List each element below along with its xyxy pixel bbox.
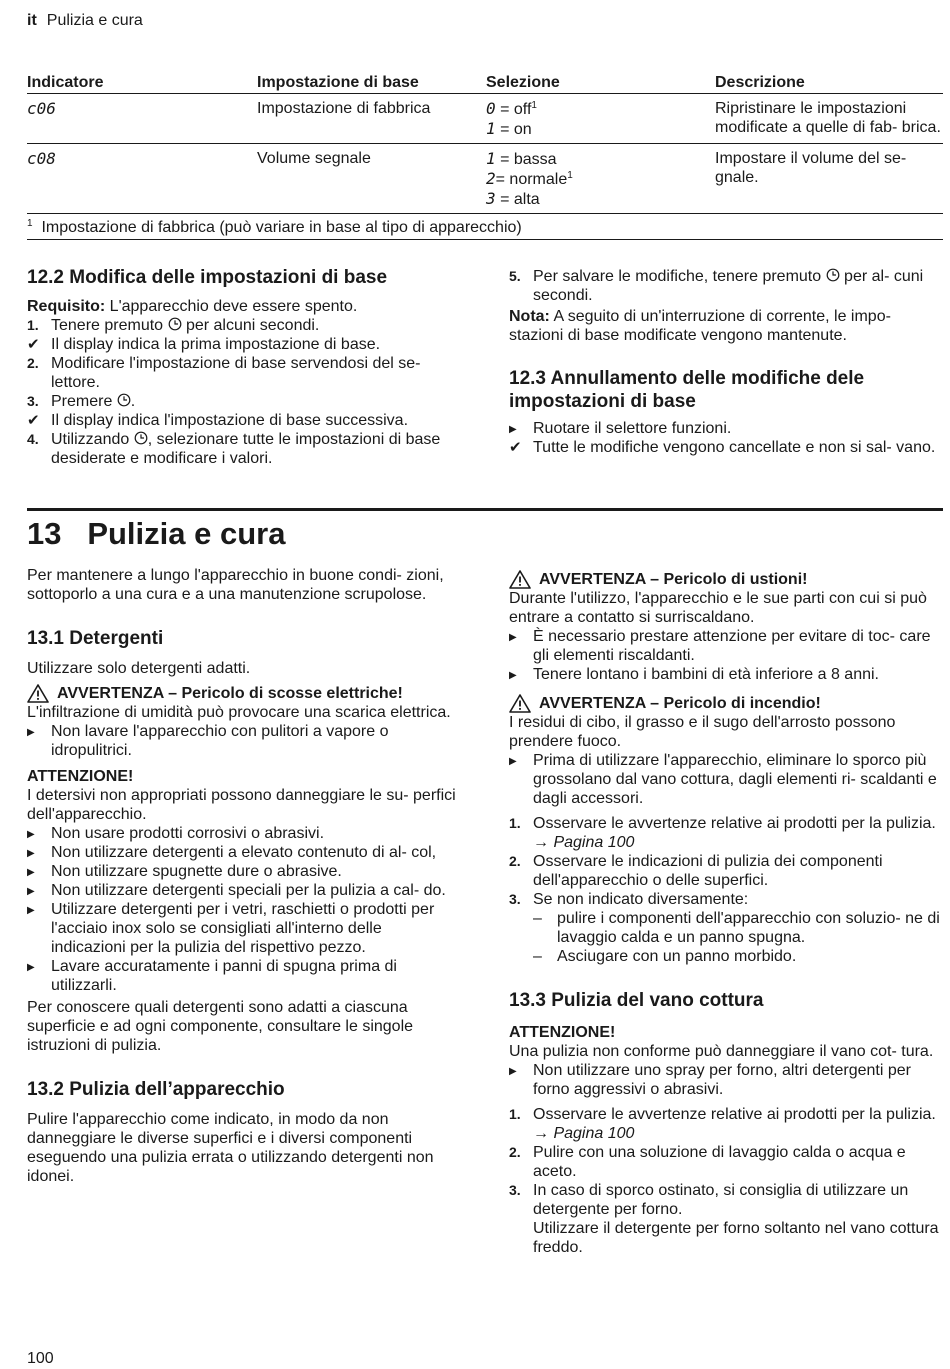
description-cell: Ripristinare le impostazioni modificate a quelle di fab- brica. — [715, 100, 941, 136]
section-12-2 — [27, 266, 457, 468]
list-item: ▶ Non utilizzare detergenti speciali per la pulizia a cal- do. — [27, 882, 446, 899]
selection-code: 2 — [486, 169, 496, 188]
list-item: 2. Osservare le indicazioni di pulizia dei componenti dell'apparecchio o delle superfici. — [509, 853, 883, 889]
list-item: ▶ Non utilizzare detergenti a elevato contenuto di al- col, — [27, 844, 437, 861]
caution-heading: ATTENZIONE! — [509, 1024, 616, 1041]
section-title: 13.2 Pulizia dell’apparecchio — [27, 1079, 285, 1100]
col-header-indicator: Indicatore — [27, 74, 104, 91]
sub-list-item: – pulire i componenti dell'apparecchio con soluzio- ne di lavaggio calda e un panno spugna. — [533, 910, 940, 946]
list-item: ▶ Non utilizzare spugnette dure o abrasive. — [27, 863, 342, 880]
triangle-bullet-icon: ▶ — [27, 867, 35, 878]
chapter-intro: Per mantenere a lungo l'apparecchio in buone condi- zioni, sottoporlo a una cura e a una manutenzione scrupolose. — [27, 567, 444, 603]
section-title: 13.3 Pulizia del vano cottura — [509, 990, 764, 1011]
clock-icon — [117, 393, 131, 410]
warning-triangle-icon — [27, 684, 49, 703]
selection-label: = on — [500, 121, 532, 138]
warning-triangle-icon — [509, 694, 531, 713]
list-item: ▶ Lavare accuratamente i panni di spugna prima di utilizzarli. — [27, 958, 397, 994]
section-title: 13.1 Detergenti — [27, 628, 164, 649]
settings-table — [27, 70, 943, 240]
check-icon: ✔ — [509, 439, 522, 456]
col-header-selection: Selezione — [486, 74, 560, 91]
section-12-2-continued — [509, 267, 943, 457]
list-item: 3. In caso di sporco ostinato, si consiglia di utilizzare un detergente per forno. Utilizzare il detergente per forno soltanto nel vano cottura freddo. — [509, 1182, 939, 1256]
col-header-setting: Impostazione di base — [257, 74, 419, 91]
selection-code: 3 — [486, 189, 496, 208]
sub-list-item: – Asciugare con un panno morbido. — [533, 948, 797, 965]
list-item: ✔ Il display indica la prima impostazione di base. — [27, 336, 381, 353]
header-title: Pulizia e cura — [46, 12, 143, 29]
selection-label: = alta — [500, 191, 540, 208]
setting-cell: Volume segnale — [257, 150, 371, 167]
selection-code: 1 — [486, 119, 496, 138]
requirement: Requisito: L'apparecchio deve essere spento. — [27, 298, 358, 315]
list-item: ▶ Non lavare l'apparecchio con pulitori a vapore o idropulitrici. — [27, 723, 389, 759]
triangle-bullet-icon: ▶ — [509, 1066, 517, 1077]
selection-label: = normale — [495, 171, 568, 188]
list-item: ▶ Ruotare il selettore funzioni. — [509, 420, 732, 437]
list-item: ▶ Tenere lontano i bambini di età inferiore a 8 anni. — [509, 666, 879, 683]
selection-code: 1 — [486, 149, 496, 168]
list-item: ▶ Prima di utilizzare l'apparecchio, eliminare lo sporco più grossolano dal vano cottura, dagli elementi ri- scaldanti e dagli accessori. — [509, 752, 937, 807]
list-item: 1. Osservare le avvertenze relative ai prodotti per la pulizia. → Pagina 100 — [509, 1106, 936, 1142]
list-item: ✔ Il display indica l'impostazione di base successiva. — [27, 412, 409, 429]
triangle-bullet-icon: ▶ — [27, 848, 35, 859]
page-number: 100 — [27, 1350, 54, 1367]
list-item: 3. Premere . — [27, 393, 136, 410]
caution-heading: ATTENZIONE! — [27, 768, 134, 785]
warning-triangle-icon — [509, 570, 531, 589]
triangle-bullet-icon: ▶ — [27, 886, 35, 897]
triangle-bullet-icon: ▶ — [27, 962, 35, 973]
selection-label: = bassa — [500, 151, 557, 168]
list-item: ✔ Tutte le modifiche vengono cancellate e non si sal- vano. — [509, 439, 936, 456]
table-header-row — [27, 70, 943, 94]
section-title: 12.2 Modifica delle impostazioni di base — [27, 267, 388, 288]
indicator-cell: c06 — [27, 99, 56, 118]
list-item: 5. Per salvare le modifiche, tenere premuto per al- cuni secondi. — [509, 268, 924, 304]
warning-heading: AVVERTENZA – Pericolo di incendio! — [509, 694, 943, 713]
list-item: ▶ Non usare prodotti corrosivi o abrasivi. — [27, 825, 325, 842]
table-row — [27, 94, 943, 144]
chapter-13-right: AVVERTENZA – Pericolo di ustioni! Durante l'utilizzo, l'apparecchio e le sue parti con cui si può entrare a contatto si surriscaldano. ▶ È necessario prestare attenzione per evitare di toc- care gli elementi riscaldanti. ▶ Tenere lontano i bambini di età inferiore a 8 anni. AVVERTENZA – Pericolo di incendio! I residui di cibo, il grasso e il sugo dell'arrosto possono prendere fuoco. ▶ Prima di utilizzare l'apparecchio, eliminare lo sporco più grossolano dal vano cottura, dagli elementi ri- scaldanti e dagli accessori. 1. Osservare le avvertenze relative ai prodotti per la pulizia. → Pagina 100 2. Osservare le indicazioni di pulizia dei componenti dell'apparecchio o delle superfici. 3. Se non indicato diversamente: – pulire i componenti dell'apparecchio con soluzio- ne di lavaggio calda e un panno spugna. – Asciugare con un panno morbido. 13.3 Pulizia del vano cottura ATTENZIONE! Una pulizia non conforme può danneggiare il vano cot- tura. ▶ Non utilizzare uno spray per forno, altri detergenti per forno aggressivi o abrasivi. 1. Osservare le avvertenze relative ai prodotti per la pulizia. → Pagina 100 2. Pulire con una soluzione di lavaggio calda o acqua e aceto. 3. In caso di sporco ostinato, si consiglia di utilizzare un detergente per forno. Utilizzare il detergente per forno soltanto nel vano cottura freddo. — [509, 570, 943, 1257]
footnote-ref: 1 — [567, 170, 573, 181]
selection-cell — [486, 149, 715, 209]
warning-heading: AVVERTENZA – Pericolo di scosse elettriche! — [27, 684, 457, 703]
list-item: 2. Modificare l'impostazione di base servendosi del se- lettore. — [27, 355, 421, 391]
page-reference: → Pagina 100 — [533, 834, 635, 851]
table-footnote — [27, 214, 943, 240]
list-item: 3. Se non indicato diversamente: — [509, 891, 749, 908]
check-icon: ✔ — [27, 336, 40, 353]
description-cell: Impostare il volume del se- gnale. — [715, 150, 907, 186]
table-row — [27, 144, 943, 214]
triangle-bullet-icon: ▶ — [509, 670, 517, 681]
col-header-description: Descrizione — [715, 74, 805, 91]
clock-icon — [168, 317, 182, 334]
triangle-bullet-icon: ▶ — [509, 632, 517, 643]
page-reference: → Pagina 100 — [533, 1125, 635, 1142]
selection-label: = off — [500, 101, 532, 118]
warning-heading: AVVERTENZA – Pericolo di ustioni! — [509, 570, 943, 589]
triangle-bullet-icon: ▶ — [509, 756, 517, 767]
list-item: 1. Osservare le avvertenze relative ai prodotti per la pulizia. → Pagina 100 — [509, 815, 936, 851]
indicator-cell: c08 — [27, 149, 56, 168]
selection-code: 0 — [486, 99, 496, 118]
clock-icon — [826, 268, 840, 285]
triangle-bullet-icon: ▶ — [27, 829, 35, 840]
check-icon: ✔ — [27, 412, 40, 429]
selection-cell — [486, 99, 715, 139]
list-item: ▶ È necessario prestare attenzione per evitare di toc- care gli elementi riscaldanti. — [509, 628, 931, 664]
setting-cell: Impostazione di fabbrica — [257, 100, 431, 117]
triangle-bullet-icon: ▶ — [27, 905, 35, 916]
chapter-title: 13 Pulizia e cura — [27, 516, 286, 551]
chapter-13-left: Per mantenere a lungo l'apparecchio in buone condi- zioni, sottoporlo a una cura e a una manutenzione scrupolose. 13.1 Detergenti Utilizzare solo detergenti adatti. AVVERTENZA – Pericolo di scosse elettriche! L'infiltrazione di umidità può provocare una scarica elettrica. ▶ Non lavare l'apparecchio con pulitori a vapore o idropulitrici. ATTENZIONE! I detersivi non appropriati possono danneggiare le su- perfici dell'apparecchio. ▶ Non usare prodotti corrosivi o abrasivi. ▶ Non utilizzare detergenti a elevato contenuto di al- col, ▶ Non utilizzare spugnette dure o abrasive. ▶ Non utilizzare detergenti speciali per la pulizia a cal- do. ▶ Utilizzare detergenti per i vetri, raschietti o prodotti per l'acciaio inox solo se consigliati all'interno delle indicazioni per la pulizia del rispettivo pezzo. ▶ Lavare accuratamente i panni di spugna prima di utilizzarli. Per conoscere quali detergenti sono adatti a ciascuna superficie e ad ogni componente, consultare le singole istruzioni di pulizia. 13.2 Pulizia dell’apparecchio Pulire l'apparecchio come indicato, in modo da non danneggiare le diverse superfici e i diversi componenti eseguendo una pulizia errata o utilizzando detergenti non idonei. — [27, 567, 456, 1185]
chapter-divider — [27, 508, 943, 511]
list-item: ▶ Utilizzare detergenti per i vetri, raschietti o prodotti per l'acciaio inox solo se consigliati all'interno delle indicazioni per la pulizia del rispettivo pezzo. — [27, 901, 435, 956]
note: Nota: A seguito di un'interruzione di corrente, le impo- stazioni di base modificate vengono mantenute. — [509, 308, 891, 344]
list-item: 1. Tenere premuto per alcuni secondi. — [27, 317, 320, 334]
list-item: 2. Pulire con una soluzione di lavaggio calda o acqua e aceto. — [509, 1144, 906, 1180]
footnote-text: Impostazione di fabbrica (può variare in base al tipo di apparecchio) — [41, 219, 522, 236]
section-title: 12.3 Annullamento delle modifiche dele impostazioni di base — [509, 368, 865, 412]
triangle-bullet-icon: ▶ — [27, 727, 35, 738]
list-item: 4. Utilizzando , selezionare tutte le impostazioni di base desiderate e modificare i valori. — [27, 431, 441, 467]
list-item: ▶ Non utilizzare uno spray per forno, altri detergenti per forno aggressivi o abrasivi. — [509, 1062, 911, 1098]
footnote-mark: 1 — [27, 218, 33, 229]
triangle-bullet-icon: ▶ — [509, 424, 517, 435]
clock-icon — [134, 431, 148, 448]
language-code: it — [27, 12, 37, 29]
page-header — [27, 12, 143, 30]
footnote-ref: 1 — [531, 100, 537, 111]
